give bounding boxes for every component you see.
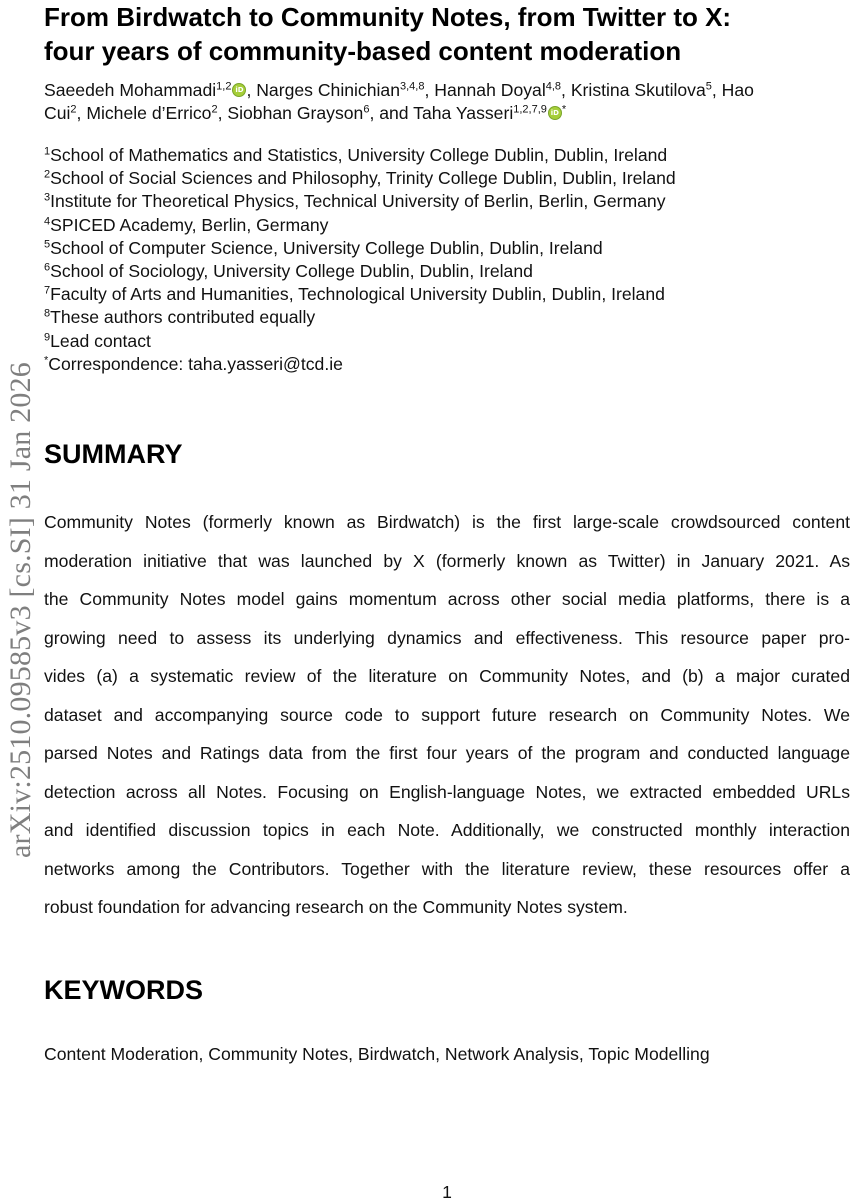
summary-line: robust foundation for advancing research on the Community Notes system.: [44, 897, 628, 917]
author-affiliation-marks: 5: [705, 80, 712, 93]
summary-line: networks among the Contributors. Together with the literature review, these resources offer a: [44, 858, 850, 879]
affiliation-text: Lead contact: [50, 330, 151, 351]
affiliation-mark: 1: [44, 145, 51, 158]
affiliation-text: Faculty of Arts and Humanities, Technological University Dublin, Dublin, Ireland: [50, 284, 665, 305]
affiliation-mark: 3: [44, 191, 51, 204]
author-name: Kristina Skutilova: [570, 80, 706, 100]
author-affiliation-marks: 3,4,8: [399, 80, 425, 93]
author-name: Michele d’Errico: [86, 103, 212, 123]
keywords-heading: KEYWORDS: [44, 975, 204, 1005]
author-affiliation-marks: 6: [363, 103, 370, 116]
affiliation-text: School of Mathematics and Statistics, University College Dublin, Dublin, Ireland: [50, 145, 668, 165]
paper-title-line-1: From Birdwatch to Community Notes, from Twitter to X:: [44, 2, 732, 32]
summary-line: moderation initiative that was launched by X (formerly known as Twitter) in January 2021. As: [44, 550, 850, 571]
orcid-icon[interactable]: iD: [548, 106, 562, 120]
affiliation-text: Institute for Theoretical Physics, Technical University of Berlin, Berlin, Germany: [50, 191, 666, 212]
affiliation-text: These authors contributed equally: [50, 307, 316, 328]
keywords-text: Content Moderation, Community Notes, Birdwatch, Network Analysis, Topic Modelling: [44, 1044, 710, 1064]
author-affiliation-marks: 2: [70, 103, 77, 116]
affiliation-item: [44, 306, 834, 329]
corresponding-author-mark: *: [561, 103, 567, 116]
author-list: [44, 79, 834, 125]
affiliation-item: [44, 190, 834, 213]
affiliation-mark: 7: [44, 284, 51, 297]
affiliation-mark: 6: [44, 261, 51, 274]
affiliation-mark: 9: [44, 331, 51, 344]
orcid-icon[interactable]: iD: [232, 83, 246, 97]
affiliation-text: SPICED Academy, Berlin, Germany: [50, 214, 329, 235]
affiliation-list: [44, 144, 834, 376]
affiliation-mark: 5: [44, 238, 51, 251]
summary-paragraph: [44, 503, 850, 927]
affiliation-mark: 8: [44, 307, 51, 320]
author-name: and Taha Yasseri: [379, 103, 514, 123]
affiliation-item: [44, 283, 834, 306]
affiliation-item: [44, 167, 834, 190]
author-name-part: Hao: [721, 80, 754, 100]
author-name: Saeedeh Mohammadi: [44, 80, 217, 100]
affiliation-mark: 2: [44, 168, 51, 181]
author-affiliation-marks: 4,8: [545, 80, 562, 93]
correspondence-email[interactable]: Correspondence: taha.yasseri@tcd.ie: [48, 353, 343, 374]
affiliation-text: School of Social Sciences and Philosophy, Trinity College Dublin, Dublin, Ireland: [50, 168, 676, 189]
summary-heading: SUMMARY: [44, 439, 183, 469]
author-line-2: Cui$^2$, Michele d’Errico$^2$, Siobhan Grayson$^6$, and Taha Yasseri$^{1,2,7,9}$ iD *: [44, 103, 567, 123]
author-name: Siobhan Grayson: [227, 103, 364, 123]
summary-line: the Community Notes model gains momentum across other social media platforms, there is a: [44, 589, 850, 609]
affiliation-mark: 4: [44, 215, 51, 228]
summary-line: and identified discussion topics in each Note. Additionally, we constructed monthly interaction: [44, 820, 850, 840]
summary-line: vides (a) a systematic review of the literature on Community Notes, and (b) a major curated: [44, 666, 850, 686]
author-name: Hannah Doyal: [434, 80, 546, 100]
summary-line: Community Notes (formerly known as Birdwatch) is the first large-scale crowdsourced content: [44, 512, 850, 532]
arxiv-identifier-stamp: arXiv:2510.09585v3 [cs.SI] 31 Jan 2026: [4, 362, 37, 858]
summary-line: parsed Notes and Ratings data from the first four years of the program and conducted language: [44, 743, 850, 763]
affiliation-text: School of Computer Science, University College Dublin, Dublin, Ireland: [50, 237, 603, 258]
affiliation-mark: *: [44, 354, 49, 367]
author-name-part: Cui: [44, 103, 71, 123]
author-affiliation-marks: 1,2,7,9: [513, 103, 547, 116]
author-affiliation-marks: 1,2: [216, 80, 232, 93]
affiliation-item: [44, 237, 834, 260]
author-affiliation-marks: 2: [211, 103, 218, 116]
affiliation-item: [44, 144, 834, 167]
affiliation-item: [44, 214, 834, 237]
paper-title-line-2: four years of community-based content moderation: [44, 36, 682, 66]
correspondence-line: [44, 353, 834, 376]
paper-title: [44, 0, 834, 68]
page-number: 1: [442, 1182, 452, 1202]
summary-line: growing need to assess its underlying dynamics and effectiveness. This resource paper pro-: [44, 627, 850, 648]
affiliation-item: [44, 330, 834, 353]
summary-line: dataset and accompanying source code to support future research on Community Notes. We: [44, 704, 850, 725]
author-line-1: Saeedeh Mohammadi$^{1,2}$ iD , Narges Chinichian$^{3,4,8}$, Hannah Doyal$^{4,8}$, Kristina Skutilova$^5$, Hao: [44, 80, 754, 100]
summary-line: detection across all Notes. Focusing on English-language Notes, we extracted embedded URLs: [44, 781, 850, 802]
affiliation-text: School of Sociology, University College Dublin, Dublin, Ireland: [50, 261, 533, 282]
affiliation-item: [44, 260, 834, 283]
author-name: Narges Chinichian: [256, 80, 400, 100]
